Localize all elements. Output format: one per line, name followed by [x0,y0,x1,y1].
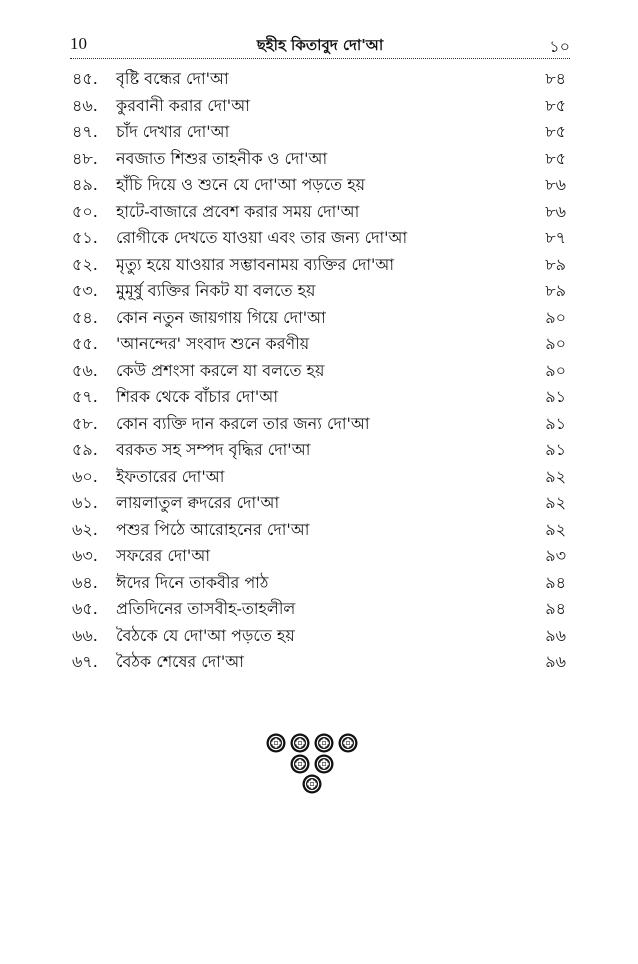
toc-entry-title: হাটে-বাজারে প্রবেশ করার সময় দো'আ [116,201,360,221]
toc-entry-number: ৪৫. [72,69,98,88]
toc-entry-page-number: ৮৪ [545,69,566,88]
toc-entry-title: পশুর পিঠে আরোহনের দো'আ [116,519,310,539]
toc-entry [70,305,570,332]
toc-entry-number: ৫৭. [72,387,98,406]
toc-entry-page-number: ৮৬ [545,201,566,221]
toc-entry-number: ৫৫. [72,334,98,353]
toc-entry-number: ৪৭. [72,122,98,141]
toc-entry [70,570,570,597]
toc-entry-title: কোন নতুন জায়গায় গিয়ে দো'আ [116,307,326,327]
rosette-icon [339,734,358,753]
toc-entry-title: লায়লাতুল ক্বদরের দো'আ [116,493,280,512]
toc-entry-title: বৃষ্টি বন্ধের দো'আ [116,69,229,88]
toc-entry-page-number: ৯০ [545,334,566,353]
toc-entry-number: ৫৯. [72,440,98,459]
toc-entry [70,278,570,305]
toc-entry-page-number: ৮৬ [545,175,566,194]
toc-entry-number: ৬২. [72,519,98,539]
toc-entry-page-number: ৯৬ [545,625,566,645]
toc-entry-title: রোগীকে দেখতে যাওয়া এবং তার জন্য দো'আ [116,228,408,247]
toc-entry-page-number: ৯৪ [545,572,566,592]
page-number-bengali: ১০ [549,37,570,56]
toc-entry [70,437,570,464]
toc-entry-page-number: ৯৬ [545,652,566,671]
toc-entry [70,649,570,676]
toc-entry-number: ৫০. [72,201,98,221]
toc-entry-page-number: ৯১ [545,440,566,459]
toc-entry [70,172,570,199]
toc-entry [70,384,570,411]
rosette-icon [303,775,322,794]
toc-entry-title: বৈঠক শেষের দো'আ [116,652,244,671]
toc-entry-title: নবজাত শিশুর তাহনীক ও দো'আ [116,148,328,168]
toc-entry-number: ৪৯. [72,175,98,194]
toc-entry-number: ৫২. [72,254,98,274]
toc-entry-title: ঈদের দিনে তাকবীর পাঠ [116,572,269,592]
toc-entry [70,464,570,491]
toc-entry-number: ৬৫. [72,599,98,618]
toc-entry [70,199,570,226]
toc-entry-number: ৪৮. [72,148,98,168]
toc-entry-title: মুমূর্ষু ব্যক্তির নিকট যা বলতে হয় [116,281,316,300]
toc-entry-title: চাঁদ দেখার দো'আ [116,122,230,141]
toc-entry-page-number: ৮৫ [545,148,566,168]
rosette-icon [291,755,310,774]
toc-entry [70,252,570,279]
rosette-icon [315,734,334,753]
table-of-contents [70,66,570,676]
toc-entry-title: কুরবানী করার দো'আ [116,95,250,115]
toc-entry [70,146,570,173]
toc-entry [70,517,570,544]
rosette-icon [315,755,334,774]
toc-entry-title: শিরক থেকে বাঁচার দো'আ [116,387,278,406]
toc-entry [70,490,570,517]
toc-entry-number: ৫৪. [72,307,98,327]
toc-entry-page-number: ৯০ [545,360,566,380]
toc-entry [70,225,570,252]
book-title: ছহীহ কিতাবুদ দো'আ [256,36,384,54]
toc-entry-page-number: ৯০ [545,307,566,327]
toc-entry-page-number: ৯৪ [545,599,566,618]
toc-entry-number: ৫৬. [72,360,98,380]
toc-entry-page-number: ৮৭ [545,228,566,247]
toc-entry-number: ৫৩. [72,281,98,300]
toc-entry-page-number: ৮৫ [545,95,566,115]
toc-entry-number: ৪৬. [72,95,98,115]
toc-entry-page-number: ৯২ [545,519,566,539]
toc-entry-page-number: ৮৫ [545,122,566,141]
toc-entry [70,331,570,358]
toc-entry-number: ৬৬. [72,625,98,645]
toc-entry-page-number: ৯১ [545,413,566,433]
toc-entry-title: প্রতিদিনের তাসবীহ-তাহলীল [116,599,296,618]
toc-entry-page-number: ৮৯ [545,254,566,274]
toc-entry-title: কোন ব্যক্তি দান করলে তার জন্য দো'আ [116,413,370,433]
toc-entry-number: ৫৮. [72,413,98,433]
toc-entry-title: 'আনন্দের' সংবাদ শুনে করণীয় [116,334,310,353]
toc-entry [70,66,570,93]
floral-ornament-icon [262,732,362,796]
toc-entry-title: সফরের দো'আ [116,546,210,565]
toc-entry [70,411,570,438]
toc-entry-title: মৃত্যু হয়ে যাওয়ার সম্ভাবনাময় ব্যক্তির দো'আ [116,254,395,274]
toc-entry-title: কেউ প্রশংসা করলে যা বলতে হয় [116,360,325,380]
page-number-latin: 10 [70,34,87,53]
toc-entry [70,543,570,570]
toc-entry-number: ৫১. [72,228,98,247]
toc-entry-page-number: ৯১ [545,387,566,406]
toc-entry-title: ইফতারের দো'আ [116,466,225,486]
toc-entry-page-number: ৯২ [545,466,566,486]
toc-entry [70,119,570,146]
toc-entry-page-number: ৮৯ [545,281,566,300]
toc-entry-title: বরকত সহ সম্পদ বৃদ্ধির দো'আ [116,440,311,459]
toc-entry-number: ৬০. [72,466,98,486]
rosette-icon [291,734,310,753]
toc-entry-page-number: ৯২ [545,493,566,512]
toc-entry [70,358,570,385]
header-divider [70,58,570,59]
toc-entry-title: বৈঠকে যে দো'আ পড়তে হয় [116,625,295,645]
toc-entry-number: ৬৩. [72,546,98,565]
toc-entry-number: ৬৭. [72,652,98,671]
toc-entry-number: ৬১. [72,493,98,512]
toc-entry-page-number: ৯৩ [545,546,566,565]
toc-entry [70,623,570,650]
rosette-icon [267,734,286,753]
toc-entry-title: হাঁচি দিয়ে ও শুনে যে দো'আ পড়তে হয় [116,175,366,194]
toc-entry [70,93,570,120]
running-header [70,34,570,60]
toc-entry [70,596,570,623]
toc-entry-number: ৬৪. [72,572,98,592]
